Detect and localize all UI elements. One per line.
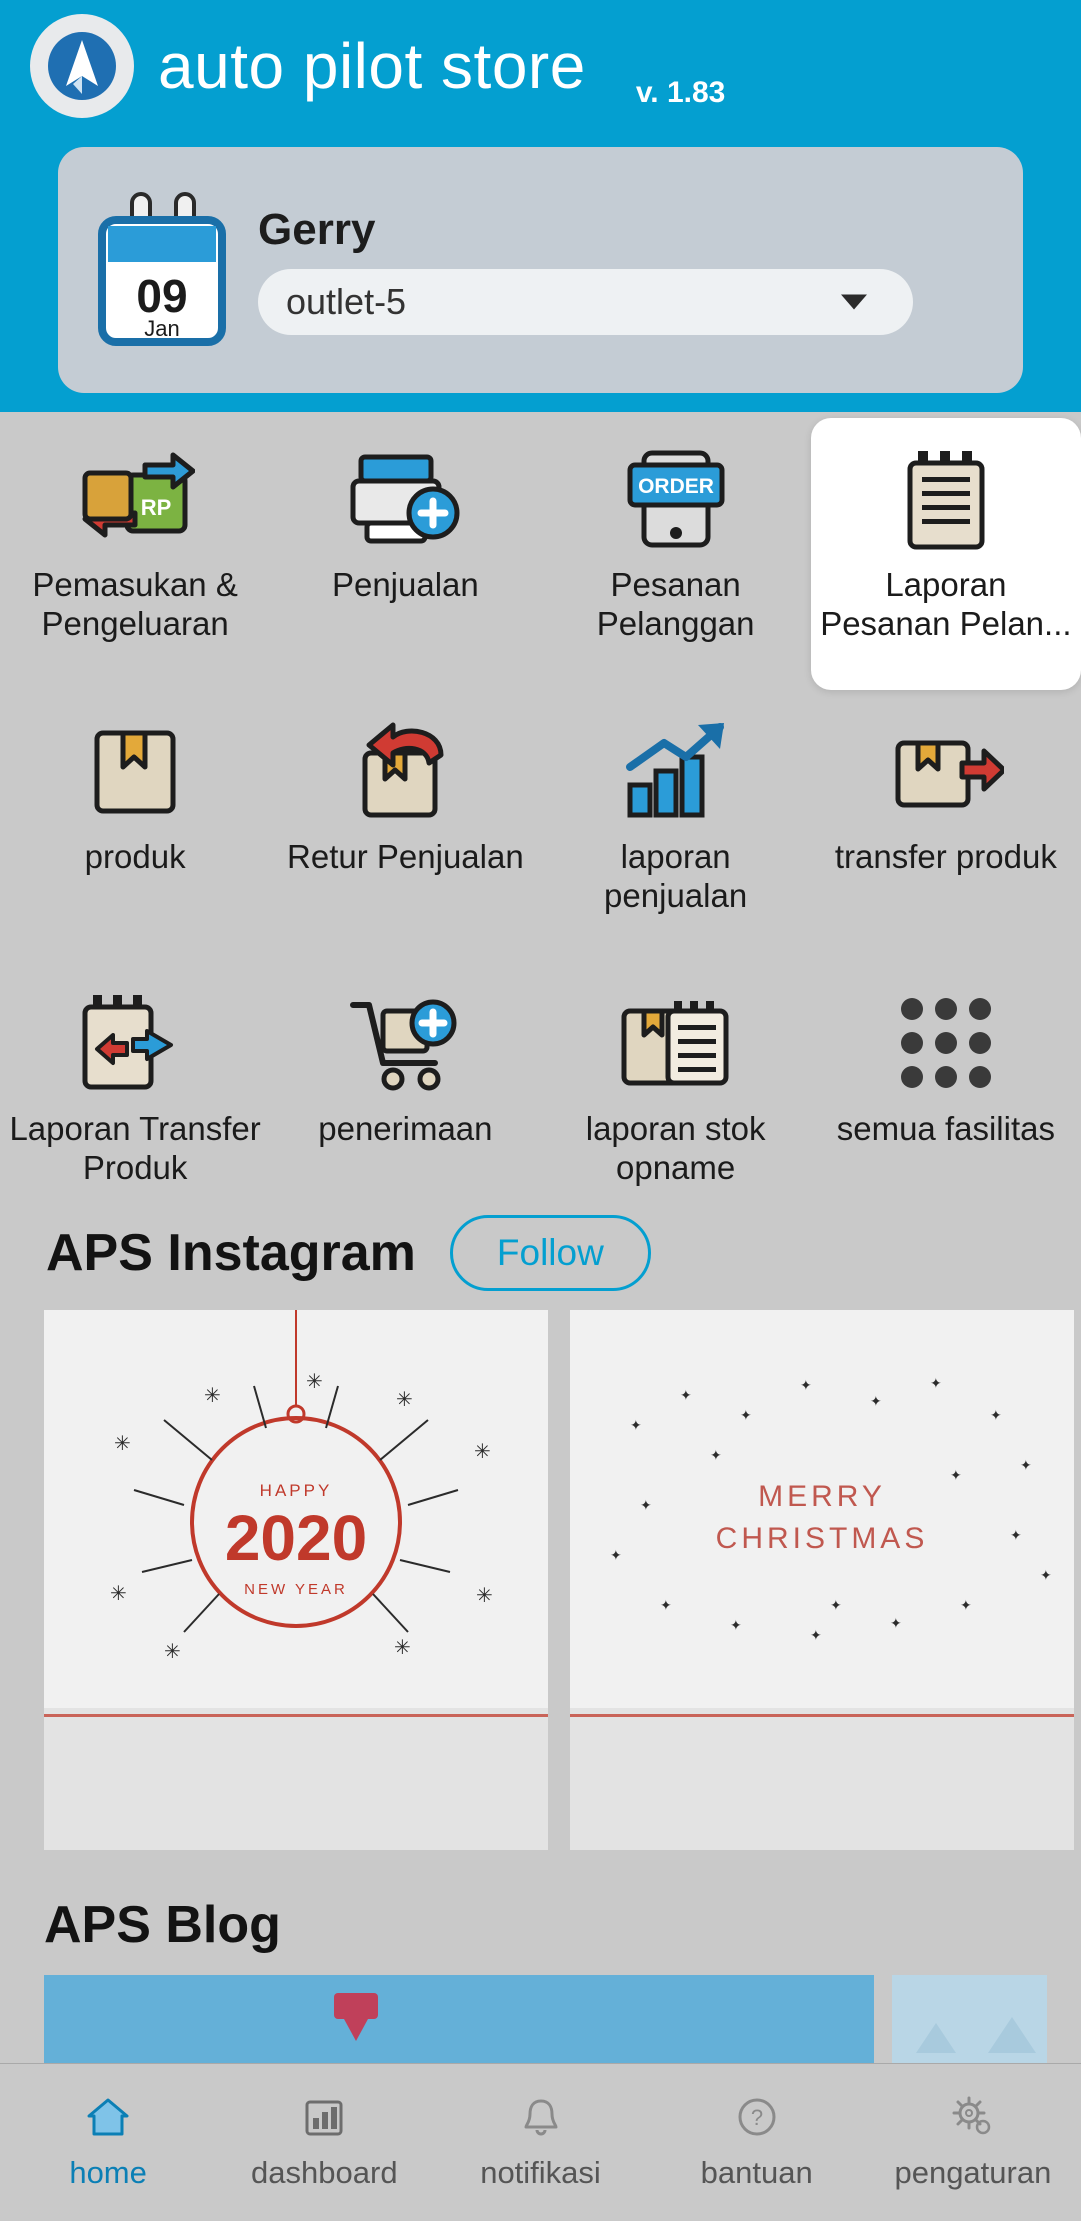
svg-text:✳: ✳ [474,1441,491,1463]
svg-text:✦: ✦ [1040,1567,1052,1583]
home-icon [85,2094,131,2145]
help-circle-icon [734,2094,780,2145]
svg-text:?: ? [750,2105,763,2130]
brand [30,14,725,118]
instagram-follow-button[interactable]: Follow [450,1215,651,1291]
svg-text:✳: ✳ [204,1385,221,1407]
bell-icon [518,2094,564,2145]
nav-item-dashboard[interactable] [216,2064,432,2221]
instagram-post-list[interactable] [44,1310,1081,1850]
svg-text:✳: ✳ [396,1389,413,1411]
svg-text:✳: ✳ [476,1585,493,1607]
svg-text:✦: ✦ [800,1377,812,1393]
nav-item-label: bantuan [700,2155,813,2190]
calendar-icon [94,190,230,350]
menu-tile-label: laporan penjualan [604,838,748,914]
order-report-icon [896,440,996,558]
instagram-post-image [44,1310,548,1708]
svg-text:✳: ✳ [394,1637,411,1659]
svg-text:✦: ✦ [1020,1457,1032,1473]
blog-post[interactable] [892,1975,1047,2065]
menu-tile-label: Laporan Transfer Produk [9,1110,261,1186]
svg-text:✦: ✦ [960,1597,972,1613]
nav-item-label: pengaturan [894,2155,1052,2190]
instagram-post[interactable] [570,1310,1074,1850]
svg-text:✦: ✦ [730,1617,742,1633]
instagram-post-divider [570,1714,1074,1717]
income-expense-icon [75,440,195,558]
svg-text:✦: ✦ [640,1497,652,1513]
receiving-cart-icon [347,984,463,1102]
app-title [158,30,586,102]
menu-tile-penjualan[interactable] [270,418,540,690]
account-card [58,147,1023,393]
menu-tile-label: Penjualan [331,566,479,603]
svg-text:✦: ✦ [660,1597,672,1613]
sales-return-icon [349,712,461,830]
svg-text:✳: ✳ [114,1433,131,1455]
svg-text:✦: ✦ [680,1387,692,1403]
customer-order-icon [622,440,730,558]
nav-item-label: dashboard [251,2155,398,2190]
product-box-icon [85,712,185,830]
app-name-text: auto pilot store [158,30,586,102]
chart-bar-icon [301,2094,347,2145]
menu-tile-penerimaan[interactable] [270,962,540,1234]
nav-item-bantuan[interactable] [649,2064,865,2221]
menu-tile-label: Pemasukan & Pengeluaran [32,566,238,642]
user-name: Gerry [258,205,376,254]
instagram-title: APS Instagram [46,1224,416,1282]
nav-item-pengaturan[interactable] [865,2064,1081,2221]
svg-text:NEW YEAR: NEW YEAR [244,1581,348,1598]
svg-text:✦: ✦ [990,1407,1002,1423]
svg-text:09: 09 [136,270,188,322]
svg-text:✦: ✦ [830,1597,842,1613]
menu-tile-laporan-penjualan[interactable] [541,690,811,962]
menu-tile-label: Retur Penjualan [287,838,524,875]
transfer-product-icon [888,712,1004,830]
menu-tile-retur-penjualan[interactable] [270,690,540,962]
instagram-post-image [570,1310,1074,1708]
menu-tile-pesanan-pelanggan[interactable] [541,418,811,690]
menu-grid [0,418,1081,1234]
svg-text:CHRISTMAS: CHRISTMAS [715,1522,929,1555]
svg-text:HAPPY: HAPPY [259,1481,333,1500]
menu-tile-semua-fasilitas[interactable] [811,962,1081,1234]
menu-tile-pemasukan-pengeluaran[interactable] [0,418,270,690]
instagram-section-header [46,1215,651,1291]
outlet-select[interactable] [258,269,913,335]
svg-text:✦: ✦ [930,1375,942,1391]
blog-post[interactable] [44,1975,874,2065]
svg-text:✳: ✳ [306,1371,323,1393]
nav-item-label: notifikasi [480,2155,601,2190]
svg-text:✳: ✳ [110,1583,127,1605]
nav-item-notifikasi[interactable] [432,2064,648,2221]
nav-item-home[interactable] [0,2064,216,2221]
svg-text:Jan: Jan [144,316,180,341]
menu-tile-transfer-produk[interactable] [811,690,1081,962]
menu-tile-label: semua fasilitas [836,1110,1055,1147]
stock-opname-report-icon [618,984,734,1102]
menu-tile-laporan-transfer-produk[interactable] [0,962,270,1234]
grid-dots-icon [894,984,998,1102]
sales-chart-icon [620,712,732,830]
svg-text:✦: ✦ [890,1615,902,1631]
menu-tile-label: laporan stok opname [585,1110,766,1186]
blog-post-list[interactable] [44,1975,1081,2065]
svg-text:ORDER: ORDER [637,475,714,498]
menu-tile-label: produk [84,838,186,875]
svg-text:✦: ✦ [710,1447,722,1463]
bottom-navigation [0,2063,1081,2221]
svg-text:MERRY: MERRY [758,1480,886,1513]
instagram-post[interactable] [44,1310,548,1850]
instagram-post-divider [44,1714,548,1717]
menu-tile-label: Pesanan Pelanggan [596,566,755,642]
account-info [258,205,1023,335]
svg-text:✦: ✦ [740,1407,752,1423]
menu-tile-laporan-pesanan-pelanggan[interactable] [811,418,1081,690]
svg-text:✦: ✦ [950,1467,962,1483]
sales-add-icon [347,440,463,558]
svg-text:✦: ✦ [810,1627,822,1643]
outlet-select-value: outlet-5 [286,281,407,322]
app-header [0,0,1081,412]
menu-tile-label: Laporan Pesanan Pelan... [820,566,1072,642]
menu-tile-produk[interactable] [0,690,270,962]
svg-text:RP: RP [140,495,172,520]
svg-text:✳: ✳ [164,1641,181,1663]
transfer-report-icon [77,984,193,1102]
svg-text:✦: ✦ [630,1417,642,1433]
menu-tile-label: penerimaan [318,1110,493,1147]
svg-text:✦: ✦ [870,1393,882,1409]
paper-plane-logo [30,14,134,118]
svg-text:✦: ✦ [1010,1527,1022,1543]
nav-item-label: home [69,2155,147,2190]
chevron-down-icon [841,295,867,310]
svg-text:2020: 2020 [224,1502,368,1574]
blog-title: APS Blog [44,1896,281,1954]
menu-tile-label: transfer produk [834,838,1057,875]
app-version: v. 1.83 [635,76,726,109]
svg-text:✦: ✦ [610,1547,622,1563]
gear-icon [950,2094,996,2145]
menu-tile-laporan-stok-opname[interactable] [541,962,811,1234]
